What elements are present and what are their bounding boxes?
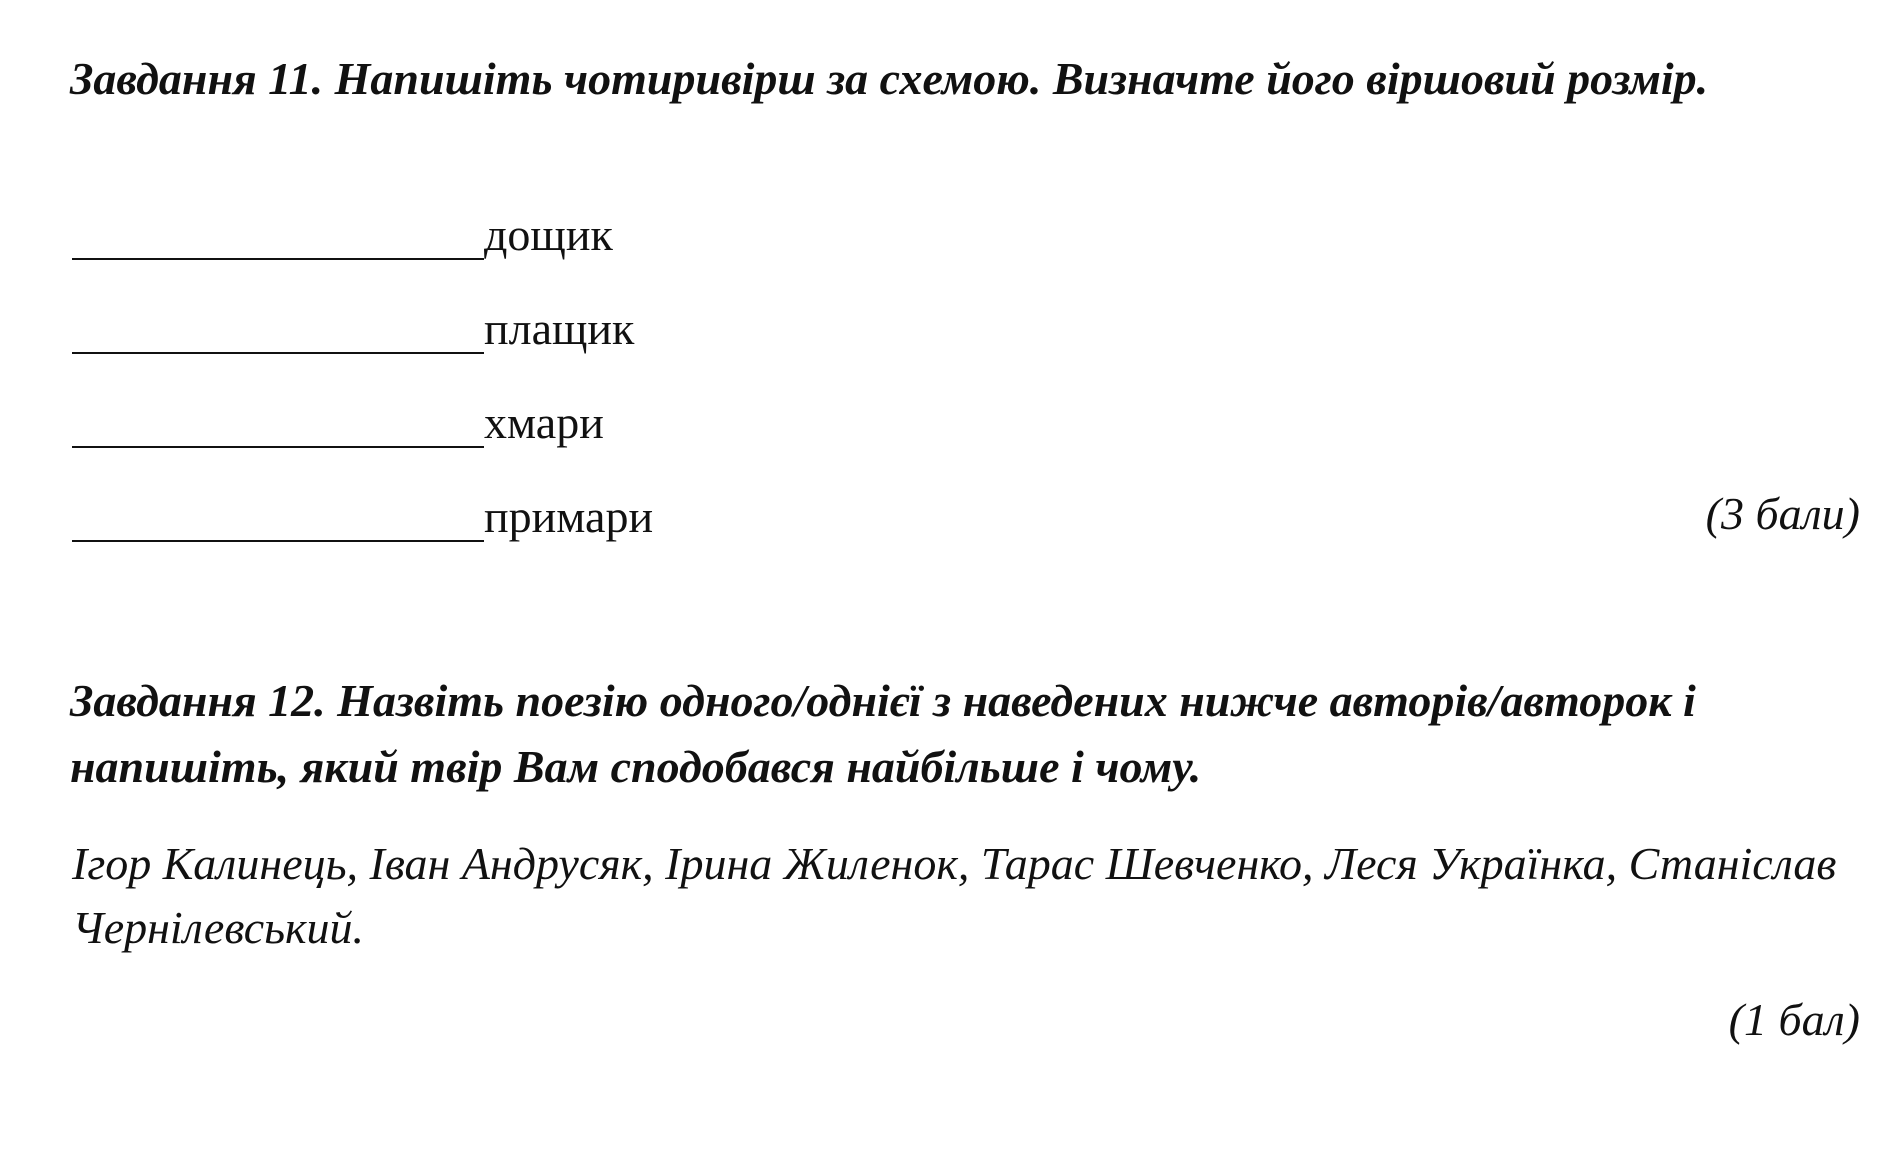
verse-line <box>72 482 653 542</box>
task-11-heading: Завдання 11. Напишіть чотиривірш за схемою. Визначте його віршовий розмір. <box>70 53 1709 104</box>
rhyme-word: примари <box>484 491 654 542</box>
rhyme-word: дощик <box>484 209 613 260</box>
task-12-heading: Завдання 12. Назвіть поезію одного/однієї з наведених нижче авторів/авторок і напишіть, який твір Вам сподобався найбільше і чому. <box>70 675 1696 792</box>
answer-blank[interactable] <box>72 404 484 448</box>
verse-line <box>72 200 613 260</box>
rhyme-word: плащик <box>484 303 635 354</box>
rhyme-word: хмари <box>484 397 604 448</box>
verse-line <box>72 294 634 354</box>
answer-blank[interactable] <box>72 310 484 354</box>
task-11-points: (3 бали) <box>1705 488 1860 539</box>
answer-blank[interactable] <box>72 216 484 260</box>
authors-list: Ігор Калинець, Іван Андрусяк, Ірина Жиленок, Тарас Шевченко, Леся Українка, Станіслав Чернілевський. <box>72 838 1837 953</box>
verse-line <box>72 388 604 448</box>
task-12-points: (1 бал) <box>1728 994 1860 1045</box>
answer-blank[interactable] <box>72 498 484 542</box>
